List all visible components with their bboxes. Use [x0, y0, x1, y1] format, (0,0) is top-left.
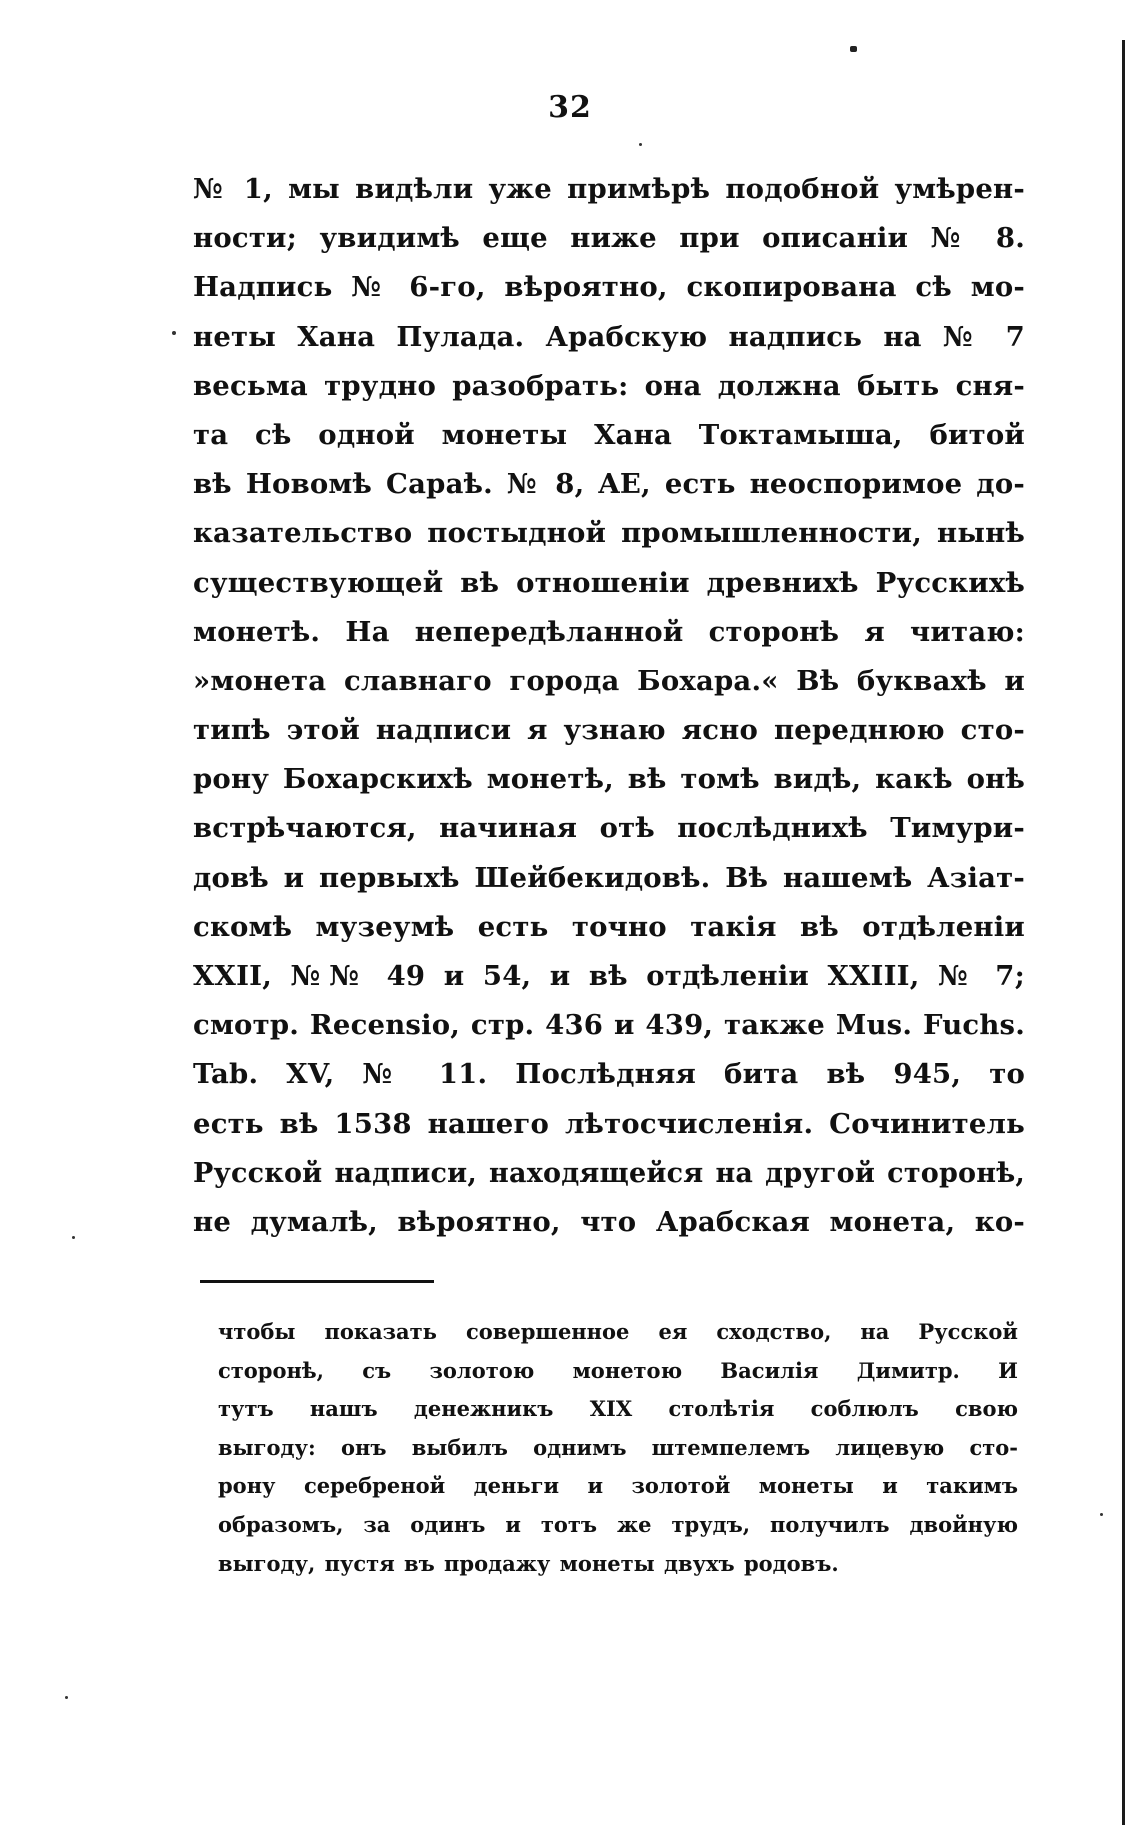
text-line: XXII, №№ 49 и 54, и вѣ отдѣленіи XXIII, № 7;: [193, 960, 1025, 992]
text-line: встрѣчаются, начиная отѣ послѣднихѣ Тимури-: [193, 812, 1025, 845]
text-line: смотр. Recensio, стр. 436 и 439, также Mus. Fuchs.: [193, 1009, 1025, 1042]
paper-speck: [639, 143, 642, 146]
paper-speck: [172, 331, 176, 335]
footnote-line: выгоду, пустя въ продажу монеты двухъ родовъ.: [218, 1550, 839, 1576]
footnote-block: [218, 1313, 1018, 1583]
text-line: скомѣ музеумѣ есть точно такія вѣ отдѣленіи: [193, 910, 1025, 943]
text-line: № 1, мы видѣли уже примѣрѣ подобной умѣрен-: [193, 173, 1025, 205]
text-line: рону Бохарскихѣ монетѣ, вѣ томѣ видѣ, какѣ онѣ: [193, 763, 1025, 796]
text-line: весьма трудно разобрать: она должна быть сня-: [193, 369, 1025, 402]
footnote-line: рону серебреной деньги и золотой монеты и такимъ: [218, 1473, 1018, 1499]
text-line: Надпись № 6-го, вѣроятно, скопирована сѣ мо-: [193, 271, 1025, 304]
footnote-line: чтобы показать совершенное ея сходство, на Русской: [218, 1319, 1018, 1344]
text-line: Tab. XV, № 11. Послѣдняя бита вѣ 945, то: [193, 1058, 1025, 1091]
footnote-line: сторонѣ, съ золотою монетою Василія Димитр. И: [218, 1357, 1018, 1383]
text-line: казательство постыдной промышленности, нынѣ: [193, 517, 1025, 550]
footnote-line: тутъ нашъ денежникъ XIX столѣтія соблюлъ свою: [218, 1396, 1018, 1422]
text-line: ности; увидимѣ еще ниже при описаніи № 8.: [193, 222, 1025, 255]
text-line: есть вѣ 1538 нашего лѣтосчисленія. Сочинитель: [193, 1107, 1025, 1140]
text-line: вѣ Новомѣ Сараѣ. № 8, AE, есть неоспоримое до-: [193, 468, 1025, 501]
paper-speck: [1100, 1513, 1103, 1516]
footnote-line: образомъ, за одинъ и тотъ же трудъ, получилъ двойную: [218, 1511, 1018, 1537]
page-edge-shadow: [1122, 40, 1125, 1825]
text-line: та сѣ одной монеты Хана Токтамыша, битой: [193, 418, 1025, 451]
ink-mark: [850, 46, 857, 52]
text-line: Русской надписи, находящейся на другой сторонѣ,: [193, 1157, 1025, 1189]
page-number: 32: [548, 90, 592, 125]
text-line: типѣ этой надписи я узнаю ясно переднюю сто-: [193, 714, 1025, 747]
text-line: не думалѣ, вѣроятно, что Арабская монета, ко-: [193, 1205, 1025, 1238]
text-line: неты Хана Пулада. Арабскую надпись на № 7: [193, 320, 1025, 353]
text-line: существующей вѣ отношеніи древнихѣ Русскихѣ: [193, 566, 1025, 599]
text-line: довѣ и первыхѣ Шейбекидовѣ. Вѣ нашемѣ Азіат-: [193, 861, 1025, 894]
paper-speck: [72, 1236, 75, 1239]
text-line: монетѣ. На непередѣланной сторонѣ я читаю:: [193, 615, 1025, 648]
footnote-line: выгоду: онъ выбилъ однимъ штемпелемъ лицевую сто-: [218, 1434, 1018, 1460]
paper-speck: [65, 1696, 68, 1699]
footnote-rule: [200, 1280, 434, 1283]
main-text-block: [193, 165, 1025, 1247]
text-line: »монета славнаго города Бохара.« Вѣ буквахѣ и: [193, 664, 1025, 697]
